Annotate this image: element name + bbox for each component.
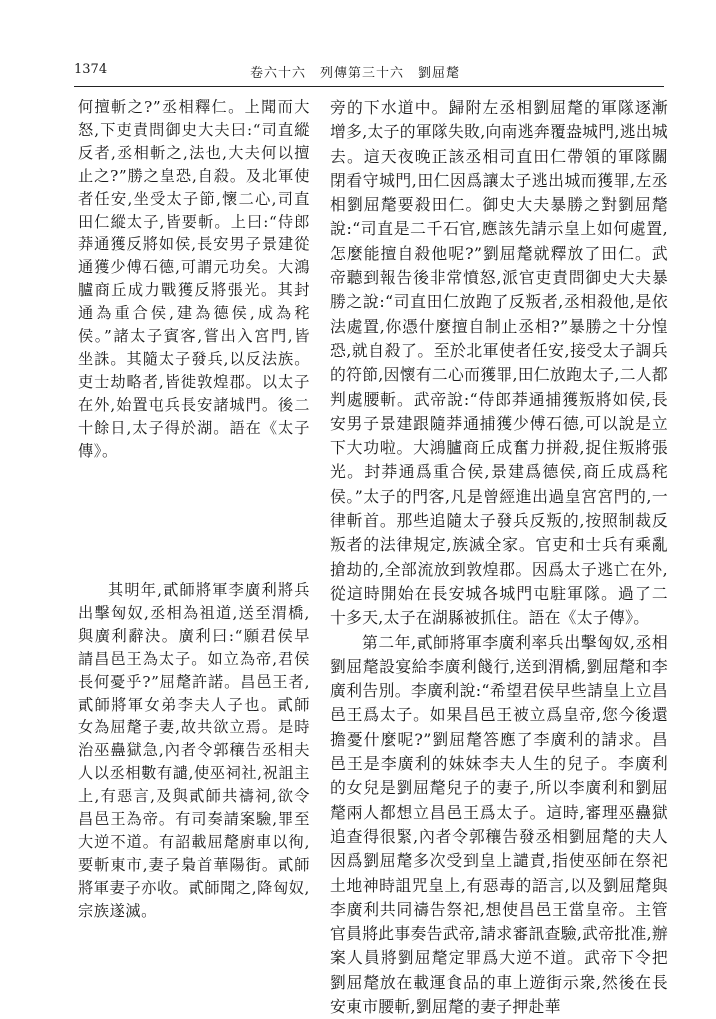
translation-paragraph-2: 第二年,貳師將軍李廣利率兵出擊匈奴,丞相劉屈氂設宴給李廣利餞行,送到渭橋,劉屈氂和李廣利告別。李廣利說:“希望君侯早些請皇上立昌邑王爲太子。如果昌邑王被立爲皇帝,您今後還擔憂什麼呢?”劉屈氂答應了李廣利的請求。昌邑王是李廣利的妹妹李夫人生的兒子。李廣利的女兒是劉屈氂兒子的妻子,所以李廣利和劉屈氂兩人都想立昌邑王爲太子。這時,審理巫蠱獄追查得很緊,內者令郭穰告發丞相劉屈氂的夫人因爲劉屈氂多次受到皇上譴責,指使巫師在祭祀土地神時詛咒皇上,有惡毒的語言,以及劉屈氂與李廣利共同禱告祭祀,想使昌邑王當皇帝。主管官員將此事奏告武帝,請求審訊查驗,武帝批准,辦案人員將劉屈氂定罪爲大逆不道。武帝下令把劉屈氂放在載運食品的車上遊街示衆,然後在長安東市腰斬,劉屈氂的妻子押赴華 xyxy=(330,632,668,1016)
page-header xyxy=(74,62,666,84)
original-text-column-bottom xyxy=(78,579,310,923)
header-rule xyxy=(74,86,664,87)
translation-column xyxy=(330,96,668,1019)
original-paragraph-1: 何擅斬之?”丞相釋仁。上聞而大怒,下吏責問御史大夫曰:“司直縱反者,丞相斬之,法也,大夫何以擅止之?”勝之皇恐,自殺。及北軍使者任安,坐受太子節,懷二心,司直田仁縱太子,皆要斬。上曰:“侍郎莽通獲反將如侯,長安男子景建從通獲少傅石德,可謂元功矣。大鴻臚商丘成力戰獲反將張光。其封通為重合侯,建為德侯,成為秺侯。”諸太子賓客,嘗出入宮門,皆坐誅。其隨太子發兵,以反法族。吏士劫略者,皆徙敦煌郡。以太子在外,始置屯兵長安諸城門。後二十餘日,太子得於湖。語在《太子傳》。 xyxy=(78,98,310,460)
running-title: 卷六十六 列傳第三十六 劉屈氂 xyxy=(250,66,461,81)
original-text-column-top xyxy=(78,96,310,463)
original-paragraph-2: 其明年,貳師將軍李廣利將兵出擊匈奴,丞相為祖道,送至渭橋,與廣利辭決。廣利曰:“願君侯早請昌邑王為太子。如立為帝,君侯長何憂乎?”屈氂許諾。昌邑王者,貳師將軍女弟李夫人子也。貳師女為屈氂子妻,故共欲立焉。是時治巫蠱獄急,內者令郭穰告丞相夫人以丞相數有譴,使巫祠社,祝詛主上,有惡言,及與貳師共禱祠,欲令昌邑王為帝。有司奏請案驗,罪至大逆不道。有詔載屈氂廚車以徇,要斬東市,妻子梟首華陽街。貳師將軍妻子亦收。貳師聞之,降匈奴,宗族遂滅。 xyxy=(78,581,310,920)
page-number: 1374 xyxy=(74,62,108,77)
translation-paragraph-1: 旁的下水道中。歸附左丞相劉屈氂的軍隊逐漸增多,太子的軍隊失敗,向南逃奔覆盎城門,逃出城去。這天夜晚正該丞相司直田仁帶領的軍隊關閉看守城門,田仁因爲讓太子逃出城而獲罪,左丞相劉屈氂要殺田仁。御史大夫暴勝之對劉屈氂說:“司直是二千石官,應該先請示皇上如何處置,怎麼能擅自殺他呢?”劉屈氂就釋放了田仁。武帝聽到報告後非常憤怒,派官吏責問御史大夫暴勝之說:“司直田仁放跑了反叛者,丞相殺他,是依法處置,你憑什麼擅自制止丞相?”暴勝之十分惶恐,就自殺了。至於北軍使者任安,接受太子調兵的符節,因懷有二心而獲罪,田仁放跑太子,二人都判處腰斬。武帝說:“侍郎莽通捕獲叛將如侯,長安男子景建跟隨莽通捕獲少傅石德,可以說是立下大功啦。大鴻臚商丘成奮力拼殺,捉住叛將張光。封莽通爲重合侯,景建爲德侯,商丘成爲秺侯。”太子的門客,凡是曾經進出過皇宮宮門的,一律斬首。那些追隨太子發兵反叛的,按照制裁反叛者的法律規定,族滅全家。官吏和士兵有乘亂搶劫的,全部流放到敦煌郡。因爲太子逃亡在外,從這時開始在長安城各城門屯駐軍隊。過了二十多天,太子在湖縣被抓住。語在《太子傳》。 xyxy=(330,98,668,628)
